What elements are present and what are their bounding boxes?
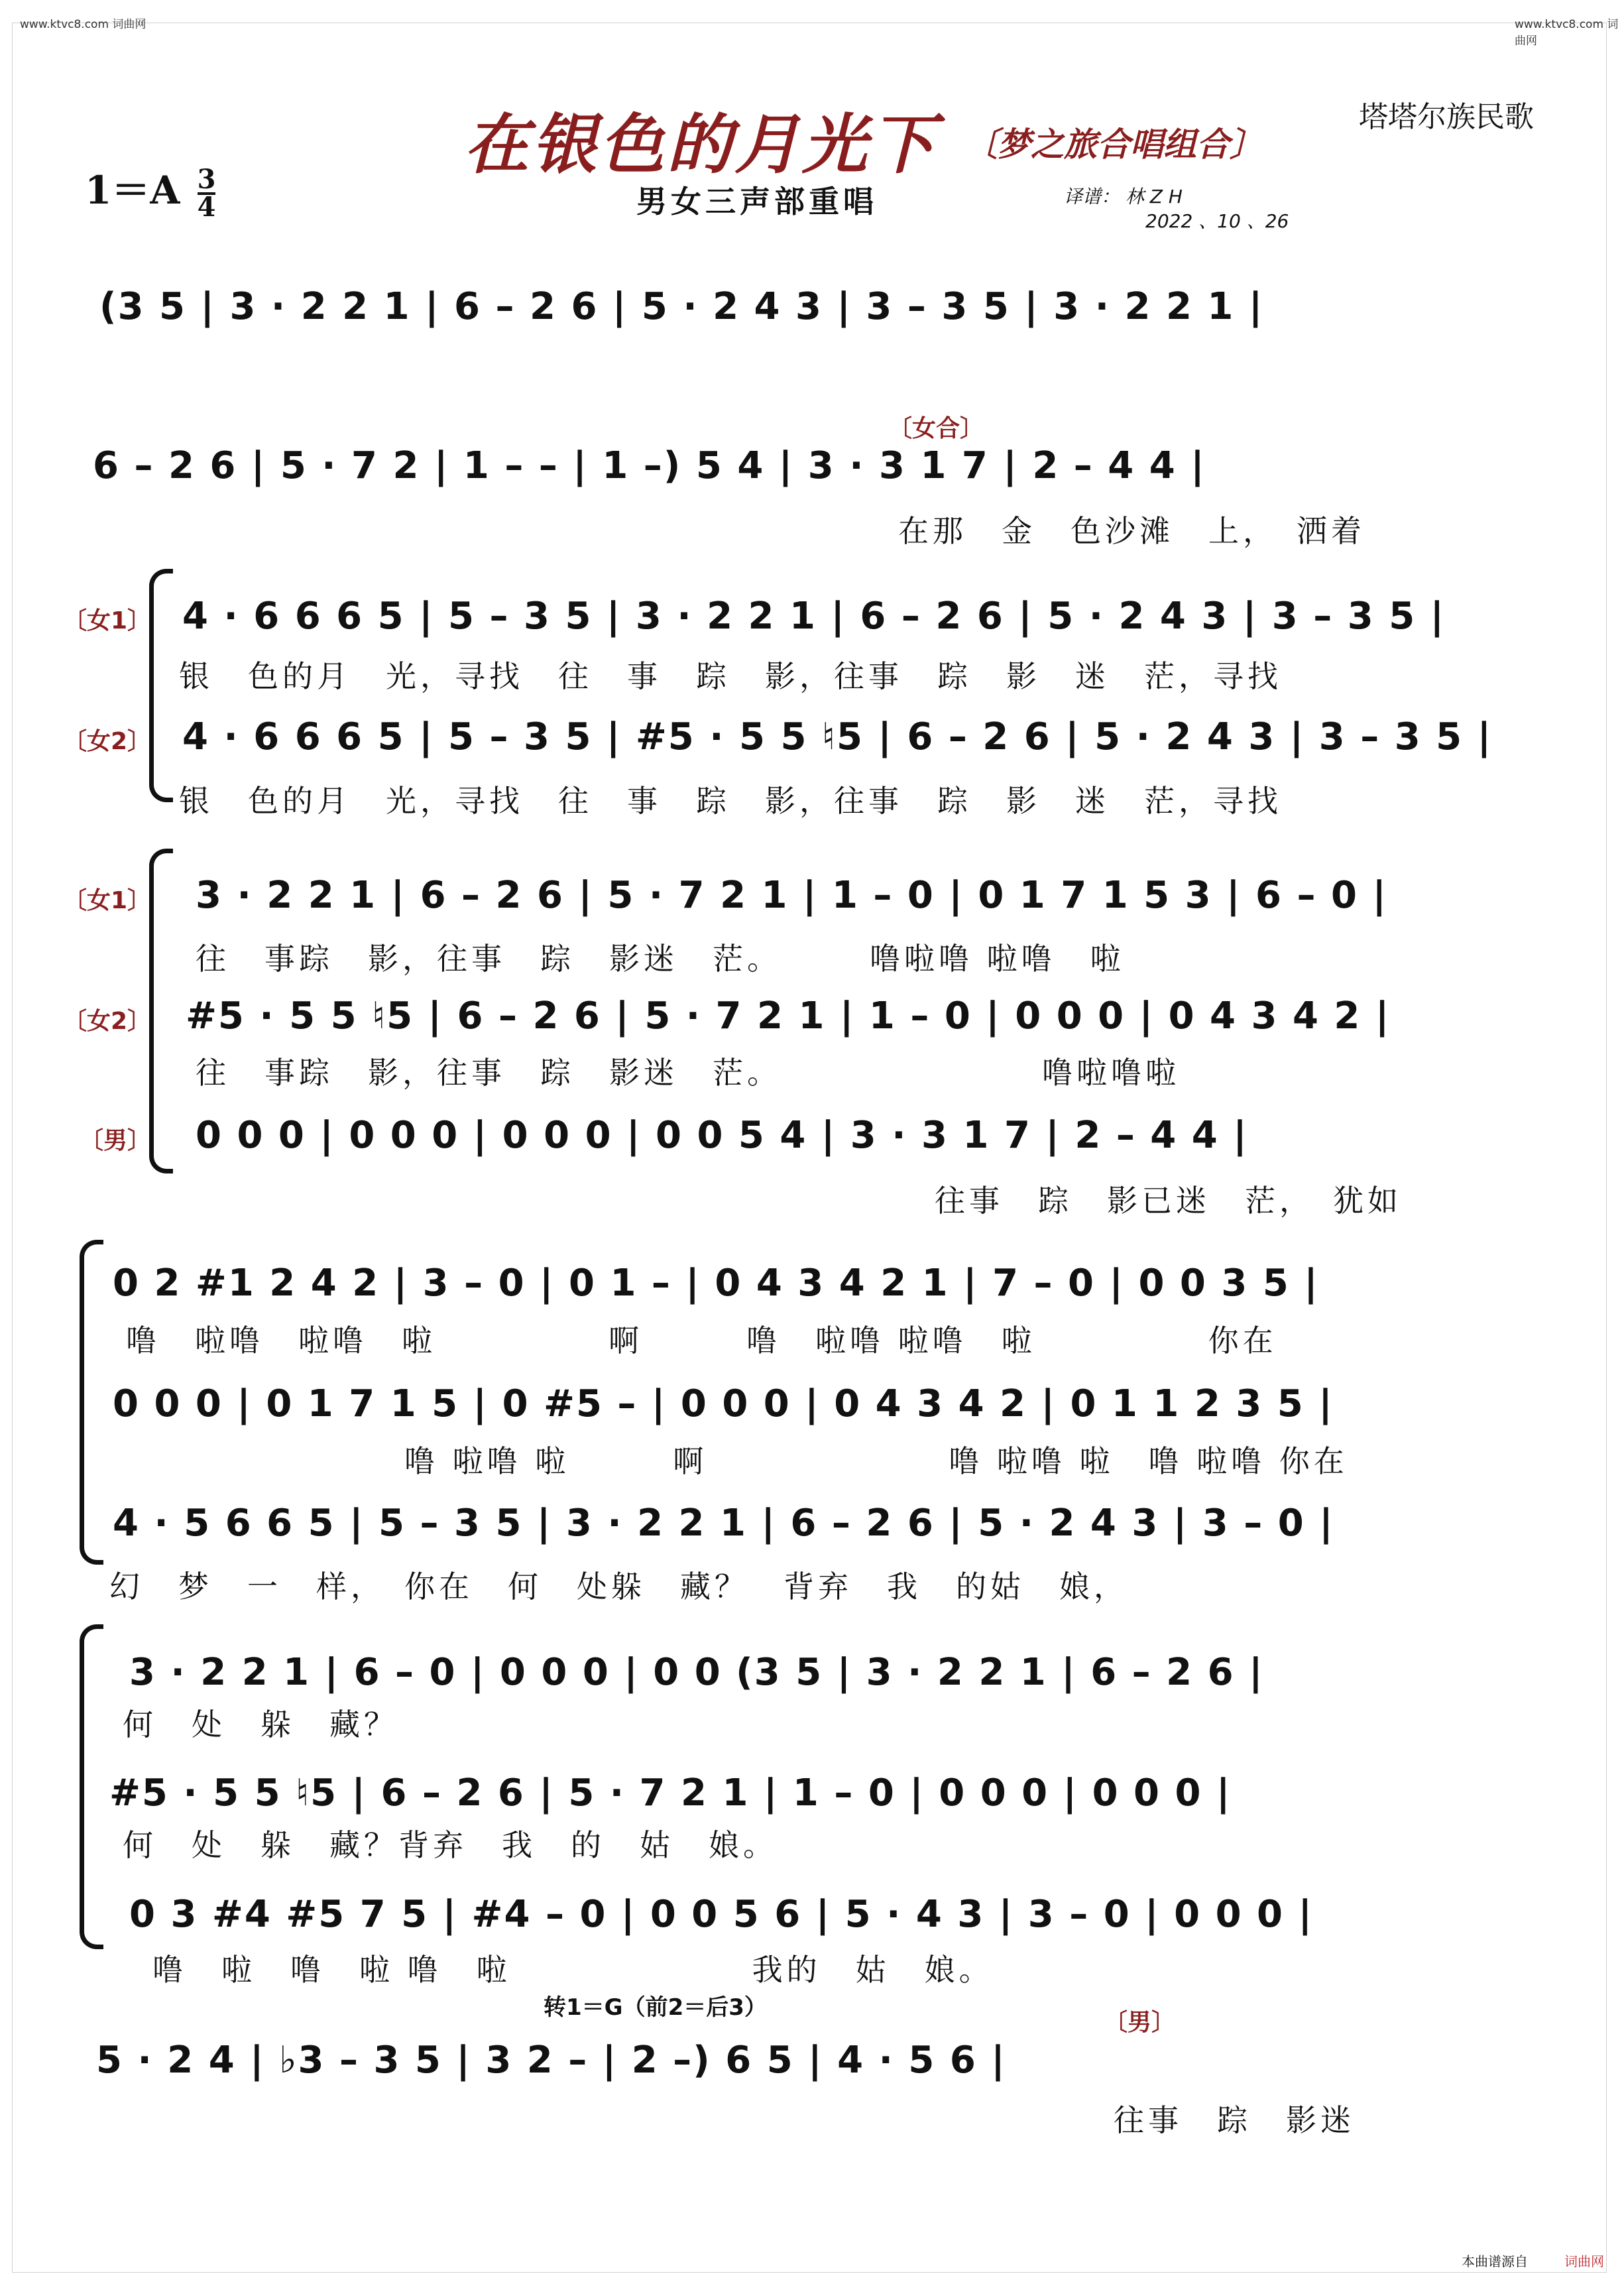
footer-site: 词曲网 xyxy=(1564,2254,1604,2269)
s5-v1-lyrics: 噜 啦噜 啦噜 啦 啊 噜 啦噜 啦噜 啦 你在 xyxy=(126,1323,1277,1358)
s6-v2-notes: #5 · 5 5 ♮5 | 6 – 2 6 | 5 · 7 2 1 | 1 – 0 | 0 0 0 | 0 0 0 | xyxy=(109,1772,1232,1815)
s6-v1-lyrics: 何 处 躲 藏？ xyxy=(123,1707,398,1742)
time-top: 3 xyxy=(197,164,216,195)
site-watermark-right: www.ktvc8.com 词曲网 xyxy=(1515,18,1619,48)
s3-role-f2: 〔女2〕 xyxy=(63,728,152,755)
s4-m-notes: 0 0 0 | 0 0 0 | 0 0 0 | 0 0 5 4 | 3 · 3 1 7 | 2 – 4 4 | xyxy=(196,1114,1248,1157)
s2-lyrics: 在那 金 色沙滩 上， 洒着 xyxy=(898,513,1365,549)
s5-v1-notes: 0 2 #1 2 4 2 | 3 – 0 | 0 1 – | 0 4 3 4 2 1 | 7 – 0 | 0 0 3 5 | xyxy=(113,1262,1319,1305)
s3-f2-notes: 4 · 6 6 6 5 | 5 – 3 5 | #5 · 5 5 ♮5 | 6 – 2 6 | 5 · 2 4 3 | 3 – 3 5 | xyxy=(182,715,1493,758)
s5-v3-notes: 4 · 5 6 6 5 | 5 – 3 5 | 3 · 2 2 1 | 6 – 2 6 | 5 · 2 4 3 | 3 – 0 | xyxy=(113,1502,1334,1545)
arranger: 译谱： 林 Z H xyxy=(1064,186,1183,208)
s5-v2-notes: 0 0 0 | 0 1 7 1 5 | 0 #5 – | 0 0 0 | 0 4 3 4 2 | 0 1 1 2 3 5 | xyxy=(113,1382,1334,1425)
s4-m-lyrics: 往事 踪 影已迷 茫， 犹如 xyxy=(935,1183,1402,1219)
s6-v1-notes: 3 · 2 2 1 | 6 – 0 | 0 0 0 | 0 0 (3 5 | 3 · 2 2 1 | 6 – 2 6 | xyxy=(129,1651,1264,1694)
s4-f2-notes: #5 · 5 5 ♮5 | 6 – 2 6 | 5 · 7 2 1 | 1 – 0 | 0 0 0 | 0 4 3 4 2 | xyxy=(186,994,1391,1038)
s4-role-male: 〔男〕 xyxy=(80,1127,152,1154)
performer: 〔梦之旅合唱组合〕 xyxy=(964,125,1263,164)
s7-notes: 5 · 2 4 | ♭3 – 3 5 | 3 2 – | 2 –) 6 5 | 4 · 5 6 | xyxy=(96,2039,1006,2082)
s7-role-male: 〔男〕 xyxy=(1104,2009,1176,2036)
s6-v2-lyrics: 何 处 躲 藏？背弃 我 的 姑 娘。 xyxy=(123,1827,778,1863)
s4-f2-lyrics: 往 事踪 影，往事 踪 影迷 茫。 噜啦噜啦 xyxy=(196,1055,1180,1091)
s6-v3-lyrics: 噜 啦 噜 啦 噜 啦 我的 姑 娘。 xyxy=(152,1952,994,1988)
song-title: 在银色的月光下 xyxy=(464,107,938,183)
s4-role-f1: 〔女1〕 xyxy=(63,887,152,914)
time-bottom: 4 xyxy=(197,192,216,223)
time-signature xyxy=(197,164,216,223)
s1-notes: (3 5 | 3 · 2 2 1 | 6 – 2 6 | 5 · 2 4 3 | 3 – 3 5 | 3 · 2 2 1 | xyxy=(99,285,1264,328)
s4-f1-notes: 3 · 2 2 1 | 6 – 2 6 | 5 · 7 2 1 | 1 – 0 | 0 1 7 1 5 3 | 6 – 0 | xyxy=(196,874,1387,917)
voicing: 男女三声部重唱 xyxy=(636,184,878,219)
s4-bracket xyxy=(149,849,173,1173)
s3-f1-lyrics: 银 色的月 光，寻找 往 事 踪 影，往事 踪 影 迷 茫，寻找 xyxy=(179,658,1282,694)
s7-lyrics: 往事 踪 影迷 xyxy=(1114,2102,1355,2138)
s6-v3-notes: 0 3 #4 #5 7 5 | #4 – 0 | 0 0 5 6 | 5 · 4 3 | 3 – 0 | 0 0 0 | xyxy=(129,1893,1313,1936)
s3-f2-lyrics: 银 色的月 光，寻找 往 事 踪 影，往事 踪 影 迷 茫，寻找 xyxy=(179,783,1282,819)
s6-bracket xyxy=(80,1624,103,1949)
s3-f1-notes: 4 · 6 6 6 5 | 5 – 3 5 | 3 · 2 2 1 | 6 – 2 6 | 5 · 2 4 3 | 3 – 3 5 | xyxy=(182,595,1446,638)
key-signature xyxy=(85,159,216,223)
modulation-marking: 转1＝G（前2＝后3） xyxy=(544,1994,767,2021)
s3-bracket xyxy=(149,569,173,802)
footer-source: 本曲谱源自 xyxy=(1462,2254,1528,2269)
date: 2022 、10 、26 xyxy=(1145,210,1289,232)
s3-role-f1: 〔女1〕 xyxy=(63,607,152,634)
key-label: 1＝A xyxy=(85,168,180,213)
s5-v2-lyrics: 噜 啦噜 啦 啊 噜 啦噜 啦 噜 啦噜 你在 xyxy=(404,1443,1348,1479)
song-origin: 塔塔尔族民歌 xyxy=(1359,100,1534,134)
s4-f1-lyrics: 往 事踪 影，往事 踪 影迷 茫。 噜啦噜 啦噜 啦 xyxy=(196,941,1125,977)
s2-notes: 6 – 2 6 | 5 · 7 2 | 1 – – | 1 –) 5 4 | 3 · 3 1 7 | 2 – 4 4 | xyxy=(93,444,1206,487)
s5-v3-lyrics: 幻 梦 一 样， 你在 何 处躲 藏？ 背弃 我 的姑 娘， xyxy=(109,1569,1128,1604)
s4-role-f2: 〔女2〕 xyxy=(63,1008,152,1035)
role-women-chorus: 〔女合〕 xyxy=(888,415,984,442)
s5-bracket xyxy=(80,1240,103,1565)
site-watermark-left: www.ktvc8.com 词曲网 xyxy=(20,18,146,31)
